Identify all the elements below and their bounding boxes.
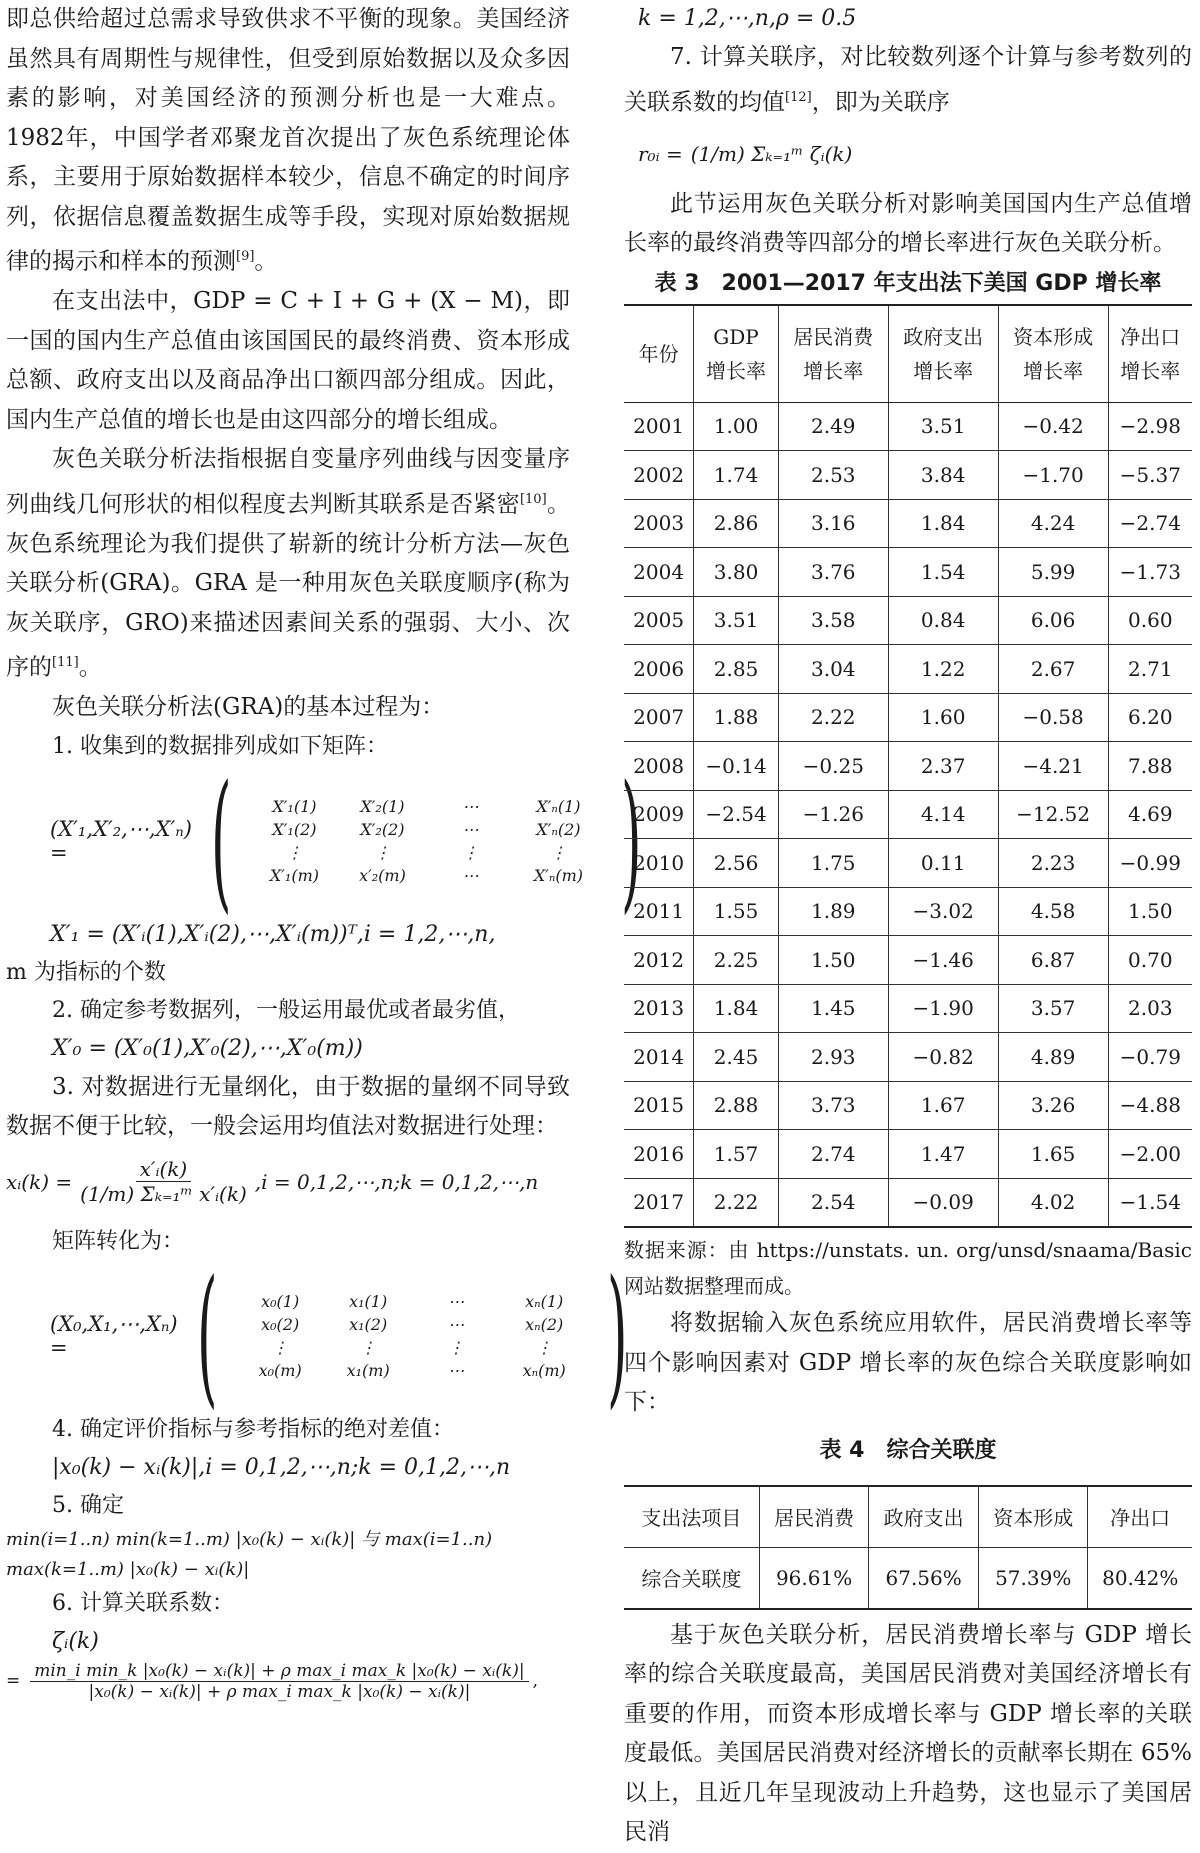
- table-3-cell: 0.70: [1108, 936, 1192, 985]
- step-6-numerator: min_i min_k |x₀(k) − xᵢ(k)| + ρ max_i max_k |x₀(k) − xᵢ(k)|: [30, 1661, 528, 1682]
- table-3-row: [624, 887, 1192, 936]
- table-3-cell: 4.14: [888, 790, 998, 839]
- table-3-cell: −0.99: [1108, 839, 1192, 888]
- table-3-cell: 3.58: [778, 596, 888, 645]
- table-3-cell: 2013: [624, 984, 694, 1033]
- table-3-cell: 2012: [624, 936, 694, 985]
- step-3-numerator: x′ᵢ(k): [136, 1157, 192, 1182]
- table-3-cell: 5.99: [998, 548, 1108, 597]
- table-3-row: [624, 1081, 1192, 1130]
- table-3-cell: 0.60: [1108, 596, 1192, 645]
- table-3-row: [624, 1178, 1192, 1227]
- table-3-cell: 2.93: [778, 1033, 888, 1082]
- table-3-cell: −2.98: [1108, 402, 1192, 451]
- table-3-cell: 2.85: [694, 645, 779, 694]
- definition-m: m 为指标的个数: [6, 959, 166, 985]
- matrix-1-cell: ⋮: [286, 842, 303, 862]
- paragraph-gra-process: 灰色关联分析法(GRA)的基本过程为：: [52, 694, 445, 721]
- table-3-cell: −0.82: [888, 1033, 998, 1082]
- step-5-equation: min(i=1..n) min(k=1..m) |x₀(k) − xᵢ(k)| 与 max(i=1..n) max(k=1..m) |x₀(k) − xᵢ(k)|: [6, 1528, 493, 1580]
- table-3-cell: 1.67: [888, 1081, 998, 1130]
- table-3-cell: 4.02: [998, 1178, 1108, 1227]
- matrix-1-cell: X′₁(1): [272, 796, 317, 816]
- matrix-2-lhs: (X₀,X₁,⋯,Xₙ) =: [50, 1311, 178, 1360]
- matrix-2-cell: ⋯: [448, 1314, 465, 1334]
- table-3-row: [624, 645, 1192, 694]
- table-3-cell: 2.53: [778, 451, 888, 500]
- table-3-cell: 1.88: [694, 693, 779, 742]
- matrix-1-lhs: (X′₁,X′₂,⋯,X′ₙ) =: [50, 816, 192, 865]
- matrix-2-cell: x₁(m): [346, 1360, 390, 1380]
- matrix-1-grid: [250, 797, 602, 885]
- table-3-cell: 3.76: [778, 548, 888, 597]
- paragraph-section-intro: 此节运用灰色关联分析对影响美国国内生产总值增长率的最终消费等四部分的增长率进行灰色关联分析。: [624, 190, 1192, 257]
- matrix-2-left-bracket: (: [196, 1248, 218, 1423]
- table-3-cell: 2006: [624, 645, 694, 694]
- paragraph-conclusion: 基于灰色关联分析，居民消费增长率与 GDP 增长率的综合关联度最高，美国居民消费对美国经济增长有重要的作用，而资本形成增长率与 GDP 增长率的关联度最低。美国居民消费对经济增长的贡献率长期在 65% 以上，且近几年呈现波动上升趋势，这也显示了美国居民消: [624, 1621, 1192, 1846]
- table-3-cell: 2002: [624, 451, 694, 500]
- step-4: 4. 确定评价指标与参考指标的绝对差值：: [52, 1416, 454, 1442]
- matrix-1-cell: X′₂(1): [360, 796, 405, 816]
- table-3-cell: 1.60: [888, 693, 998, 742]
- table-3-header-cell: 净出口 增长率: [1108, 305, 1192, 403]
- table-3-cell: 3.73: [778, 1081, 888, 1130]
- table-3-row: [624, 499, 1192, 548]
- matrix-1-cell: ⋯: [462, 796, 479, 816]
- matrix-2-cell: ⋯: [448, 1360, 465, 1380]
- table-3-cell: 4.89: [998, 1033, 1108, 1082]
- paragraph-software: 将数据输入灰色系统应用软件，居民消费增长率等四个影响因素对 GDP 增长率的灰色综合关联度影响如下：: [624, 1310, 1192, 1416]
- table-3-cell: −2.74: [1108, 499, 1192, 548]
- table-3-cell: 1.65: [998, 1130, 1108, 1179]
- table-3-cell: 2.74: [778, 1130, 888, 1179]
- matrix-transform-label: 矩阵转化为：: [52, 1228, 185, 1254]
- table-3-cell: 0.11: [888, 839, 998, 888]
- table-4-header-cell: 资本形成: [978, 1486, 1088, 1548]
- table-3-row: [624, 693, 1192, 742]
- matrix-1-cell: ⋮: [550, 842, 567, 862]
- table-3-cell: 2009: [624, 790, 694, 839]
- table-3-cell: −1.46: [888, 936, 998, 985]
- matrix-2-cell: x₀(m): [258, 1360, 302, 1380]
- table-3-row: [624, 596, 1192, 645]
- table-4-header-row: [624, 1486, 1192, 1548]
- table-4-cell: 96.61%: [759, 1547, 869, 1609]
- step-1: 1. 收集到的数据排列成如下矩阵：: [52, 733, 388, 759]
- table-3-header-cell: 政府支出 增长率: [888, 305, 998, 403]
- table-3-cell: 2.45: [694, 1033, 779, 1082]
- table-3: [624, 304, 1192, 1229]
- step-2-equation: X′₀ = (X′₀(1),X′₀(2),⋯,X′₀(m)): [52, 1035, 363, 1061]
- matrix-2: [6, 1248, 628, 1423]
- matrix-2-cell: x₀(1): [261, 1291, 300, 1311]
- table-4-cell: 57.39%: [978, 1547, 1088, 1609]
- matrix-2-cell: xₙ(2): [525, 1314, 564, 1334]
- table-3-cell: 1.54: [888, 548, 998, 597]
- table-3-cell: 4.58: [998, 887, 1108, 936]
- table-3-cell: 1.50: [1108, 887, 1192, 936]
- table-3-cell: −0.25: [778, 742, 888, 791]
- matrix-1-cell: X′ₙ(1): [536, 796, 581, 816]
- table-4-header-cell: 支出法项目: [624, 1486, 759, 1548]
- table-3-cell: 2015: [624, 1081, 694, 1130]
- matrix-1-cell: ⋮: [462, 842, 479, 862]
- table-3-cell: 2.03: [1108, 984, 1192, 1033]
- paragraph-expenditure-method: 在支出法中，GDP = C + I + G + (X − M)，即一国的国内生产总值由该国国民的最终消费、资本形成总额、政府支出以及商品净出口额四部分组成。因此，国内生产总值的增长也是由这四部分的增长组成。: [6, 288, 570, 433]
- table-3-cell: 3.16: [778, 499, 888, 548]
- matrix-2-cell: ⋯: [448, 1291, 465, 1311]
- table-3-row: [624, 936, 1192, 985]
- table-3-cell: 2.54: [778, 1178, 888, 1227]
- table-3-cell: −12.52: [998, 790, 1108, 839]
- table-3-cell: −0.42: [998, 402, 1108, 451]
- matrix-1-cell: X′₂(2): [360, 819, 405, 839]
- step-6-comma: ,: [532, 1671, 538, 1692]
- step-6: 6. 计算关联系数：: [52, 1590, 234, 1616]
- table-3-cell: 2.22: [778, 693, 888, 742]
- table-3-row: [624, 1033, 1192, 1082]
- matrix-1-left-bracket: (: [210, 753, 232, 928]
- matrix-1-cell: X′ₙ(2): [536, 819, 581, 839]
- matrix-2-right-bracket: ): [607, 1248, 628, 1423]
- step-7: 7. 计算关联序，对比较数列逐个计算与参考数列的关联系数的均值[12]，即为关联序: [624, 44, 1192, 116]
- table-3-cell: 1.50: [778, 936, 888, 985]
- table-3-cell: 2014: [624, 1033, 694, 1082]
- matrix-2-cell: x₁(2): [349, 1314, 388, 1334]
- table-3-cell: 2.22: [694, 1178, 779, 1227]
- table-3-cell: −1.26: [778, 790, 888, 839]
- table-3-row: [624, 839, 1192, 888]
- step-3-fraction: [76, 1157, 251, 1206]
- table-3-caption: 表 3 2001—2017 年支出法下美国 GDP 增长率: [654, 270, 1162, 296]
- matrix-1: [6, 753, 642, 928]
- table-3-cell: 2007: [624, 693, 694, 742]
- matrix-1-cell: ⋯: [462, 819, 479, 839]
- table-3-cell: 3.84: [888, 451, 998, 500]
- table-3-row: [624, 451, 1192, 500]
- table-4-cell: 综合关联度: [624, 1547, 759, 1609]
- table-4-header-cell: 净出口: [1088, 1486, 1192, 1548]
- matrix-1-cell: ⋯: [462, 865, 479, 885]
- table-3-cell: 6.06: [998, 596, 1108, 645]
- matrix-2-cell: xₙ(1): [525, 1291, 564, 1311]
- step-7-equation: [624, 123, 1192, 185]
- table-3-cell: 1.22: [888, 645, 998, 694]
- table-3-row: [624, 548, 1192, 597]
- table-3-cell: −2.54: [694, 790, 779, 839]
- table-3-header-cell: 资本形成 增长率: [998, 305, 1108, 403]
- table-3-cell: 1.00: [694, 402, 779, 451]
- table-3-cell: 1.57: [694, 1130, 779, 1179]
- table-3-row: [624, 402, 1192, 451]
- matrix-1-cell: x′₂(m): [359, 865, 406, 885]
- table-3-cell: −0.58: [998, 693, 1108, 742]
- matrix-1-cell: X′ₙ(m): [533, 865, 584, 885]
- table-3-body: [624, 402, 1192, 1227]
- table-3-cell: 3.51: [694, 596, 779, 645]
- table-3-cell: 6.20: [1108, 693, 1192, 742]
- table-3-cell: 2004: [624, 548, 694, 597]
- table-3-header-cell: 年份: [624, 305, 694, 403]
- table-3-cell: 2.88: [694, 1081, 779, 1130]
- table-3-cell: 2008: [624, 742, 694, 791]
- matrix-1-right-bracket: ): [621, 753, 642, 928]
- table-3-cell: 2.86: [694, 499, 779, 548]
- step-7-lhs: r₀ᵢ =: [638, 141, 683, 166]
- table-3-cell: −0.79: [1108, 1033, 1192, 1082]
- matrix-2-cell: ⋮: [536, 1337, 553, 1357]
- table-3-cell: 3.57: [998, 984, 1108, 1033]
- source-note: 数据来源：由 https://unstats. un. org/unsd/snaama/Basic 网站数据整理而成。: [624, 1238, 1192, 1299]
- table-3-cell: 2005: [624, 596, 694, 645]
- step-2: 2. 确定参考数据列，一般运用最优或者最劣值，: [52, 997, 520, 1023]
- table-3-cell: 1.75: [778, 839, 888, 888]
- step-6-equals: =: [6, 1671, 21, 1692]
- table-4-cell: 67.56%: [869, 1547, 979, 1609]
- table-3-cell: 3.51: [888, 402, 998, 451]
- table-3-cell: 1.47: [888, 1130, 998, 1179]
- table-3-cell: 2001: [624, 402, 694, 451]
- table-4-value-row: [624, 1547, 1192, 1609]
- table-3-cell: 2003: [624, 499, 694, 548]
- matrix-2-cell: ⋮: [272, 1337, 289, 1357]
- definition-x1: X′₁ = (X′ᵢ(1),X′ᵢ(2),⋯,X′ᵢ(m))ᵀ,i = 1,2,⋯,n,: [50, 921, 496, 947]
- step-7-rhs: (1/m) Σₖ₌₁ᵐ ζᵢ(k): [690, 141, 853, 166]
- table-3-cell: −3.02: [888, 887, 998, 936]
- left-column: [6, 0, 642, 1702]
- step-3: 3. 对数据进行无量纲化，由于数据的量纲不同导致数据不便于比较，一般会运用均值法对数据进行处理：: [6, 1073, 570, 1140]
- condition-line: k = 1,2,⋯,n,ρ = 0.5: [638, 6, 857, 31]
- table-4-caption: 表 4 综合关联度: [819, 1437, 997, 1463]
- step-6-equation: [6, 1661, 570, 1702]
- table-3-cell: 3.04: [778, 645, 888, 694]
- table-3-cell: −1.54: [1108, 1178, 1192, 1227]
- table-3-row: [624, 1130, 1192, 1179]
- matrix-1-cell: X′₁(2): [272, 819, 317, 839]
- table-3-cell: −1.70: [998, 451, 1108, 500]
- table-4: [624, 1485, 1192, 1610]
- right-column: [624, 0, 1192, 1853]
- table-4-header-cell: 政府支出: [869, 1486, 979, 1548]
- matrix-2-grid: [236, 1292, 588, 1380]
- step-6-denominator: |x₀(k) − xᵢ(k)| + ρ max_i max_k |x₀(k) − xᵢ(k)|: [88, 1681, 471, 1702]
- matrix-1-cell: X′₁(m): [269, 865, 319, 885]
- step-3-rhs: ,i = 0,1,2,⋯,n;k = 0,1,2,⋯,n: [254, 1169, 539, 1194]
- table-3-cell: 3.26: [998, 1081, 1108, 1130]
- table-3-cell: 2010: [624, 839, 694, 888]
- matrix-1-cell: ⋮: [374, 842, 391, 862]
- table-3-header-row: [624, 305, 1192, 403]
- table-3-row: [624, 984, 1192, 1033]
- table-3-cell: 2017: [624, 1178, 694, 1227]
- table-3-cell: 0.84: [888, 596, 998, 645]
- paragraph-intro: 即总供给超过总需求导致供求不平衡的现象。美国经济虽然具有周期性与规律性，但受到原始数据以及众多因素的影响，对美国经济的预测分析也是一大难点。1982年，中国学者邓聚龙首次提出了灰色系统理论体系，主要用于原始数据样本较少，信息不确定的时间序列，依据信息覆盖数据生成等手段，实现对原始数据规律的揭示和样本的预测[9]。: [6, 6, 570, 275]
- paragraph-gra-definition: 灰色关联分析法指根据自变量序列曲线与因变量序列曲线几何形状的相似程度去判断其联系是否紧密[10]。灰色系统理论为我们提供了崭新的统计分析方法—灰色关联分析(GRA)。GRA 是一种用灰色关联度顺序(称为灰关联序，GRO)来描述因素间关系的强弱、大小、次序的[11]。: [6, 446, 571, 681]
- table-3-row: [624, 790, 1192, 839]
- matrix-2-cell: xₙ(m): [522, 1360, 566, 1380]
- step-3-lhs: xᵢ(k) =: [6, 1169, 73, 1194]
- table-3-cell: 4.69: [1108, 790, 1192, 839]
- table-3-cell: −0.14: [694, 742, 779, 791]
- table-3-cell: 2.71: [1108, 645, 1192, 694]
- table-3-cell: 2.56: [694, 839, 779, 888]
- table-3-cell: 1.74: [694, 451, 779, 500]
- table-3-cell: −5.37: [1108, 451, 1192, 500]
- table-3-cell: −4.88: [1108, 1081, 1192, 1130]
- step-5: 5. 确定: [52, 1492, 124, 1518]
- table-3-cell: 6.87: [998, 936, 1108, 985]
- table-3-cell: 4.24: [998, 499, 1108, 548]
- table-3-header-cell: GDP 增长率: [694, 305, 779, 403]
- matrix-2-cell: ⋮: [448, 1337, 465, 1357]
- table-3-cell: 2.67: [998, 645, 1108, 694]
- table-3-cell: 1.45: [778, 984, 888, 1033]
- matrix-2-cell: x₁(1): [349, 1291, 388, 1311]
- table-3-cell: −1.90: [888, 984, 998, 1033]
- table-3-cell: −4.21: [998, 742, 1108, 791]
- table-3-header-cell: 居民消费 增长率: [778, 305, 888, 403]
- table-3-row: [624, 742, 1192, 791]
- table-3-cell: 2.49: [778, 402, 888, 451]
- table-3-cell: −2.00: [1108, 1130, 1192, 1179]
- table-3-cell: 2016: [624, 1130, 694, 1179]
- step-3-equation: [6, 1147, 570, 1217]
- matrix-2-cell: ⋮: [360, 1337, 377, 1357]
- table-3-cell: 7.88: [1108, 742, 1192, 791]
- step-3-denominator: (1/m) Σₖ₌₁ᵐ x′ᵢ(k): [80, 1182, 247, 1207]
- table-4-cell: 80.42%: [1088, 1547, 1192, 1609]
- table-3-cell: −0.09: [888, 1178, 998, 1227]
- table-3-cell: 3.80: [694, 548, 779, 597]
- table-3-cell: 1.89: [778, 887, 888, 936]
- table-3-cell: 2011: [624, 887, 694, 936]
- table-3-cell: 2.25: [694, 936, 779, 985]
- table-3-cell: 1.55: [694, 887, 779, 936]
- table-3-cell: 2.37: [888, 742, 998, 791]
- matrix-2-cell: x₀(2): [261, 1314, 300, 1334]
- table-4-header-cell: 居民消费: [759, 1486, 869, 1548]
- step-4-equation: |x₀(k) − xᵢ(k)|,i = 0,1,2,⋯,n;k = 0,1,2,⋯,n: [52, 1454, 511, 1480]
- table-3-cell: 2.23: [998, 839, 1108, 888]
- table-3-cell: 1.84: [694, 984, 779, 1033]
- step-6-lhs: ζᵢ(k): [52, 1628, 99, 1654]
- table-3-cell: 1.84: [888, 499, 998, 548]
- step-6-fraction: [30, 1661, 528, 1702]
- table-3-cell: −1.73: [1108, 548, 1192, 597]
